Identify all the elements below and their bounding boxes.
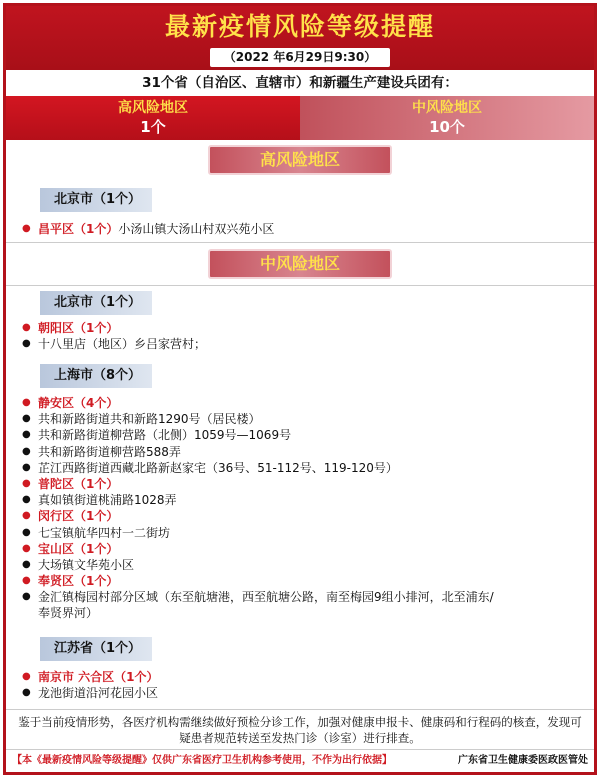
bullet-dot-icon: ● (22, 461, 31, 473)
footer-bar (6, 750, 594, 772)
bullet-dot-icon: ● (22, 526, 31, 538)
header-banner (6, 6, 594, 70)
place-name: 共和新路街道柳营路（北侧）1059号—1069号 (38, 428, 292, 443)
risk-level-summary (6, 96, 594, 140)
list-item (22, 395, 592, 411)
place-name: 金汇镇梅园村部分区域（东至航塘港，西至航塘公路，南至梅园9组小排河，北至浦东/ (38, 590, 494, 605)
bullet-dot-icon: ● (22, 397, 31, 408)
mid-risk-section-title: 中风险地区 (208, 249, 392, 279)
place-name: 共和新路街道共和新路1290号（居民楼） (38, 412, 261, 427)
bullet-dot-icon: ● (22, 223, 31, 234)
divider (6, 285, 594, 286)
bullet-dot-icon: ● (22, 338, 31, 350)
bullet-dot-icon: ● (22, 477, 31, 489)
province-header-shanghai: 上海市（8个） (40, 364, 152, 388)
update-date: （2022 年6月29日9:30） (210, 48, 390, 67)
jiangsu-list (22, 669, 592, 701)
high-risk-count: 1个 (140, 118, 166, 136)
place-name: 龙池街道沿河花园小区 (38, 686, 159, 701)
bullet-dot-icon: ● (22, 494, 31, 506)
list-item (22, 557, 592, 573)
bullet-dot-icon: ● (22, 429, 31, 441)
place-name: 真如镇街道桃浦路1028弄 (38, 493, 177, 508)
place-name: 小汤山镇大汤山村双兴苑小区 (118, 222, 275, 236)
mid-risk-count: 10个 (429, 118, 465, 136)
place-name: 芷江西路街道西藏北路新赵家宅（36号、51-112号、119-120号） (38, 460, 398, 475)
place-name: 奉贤界河） (38, 606, 99, 621)
list-item (22, 427, 592, 443)
district-name: 南京市 六合区（1个） (38, 670, 159, 684)
bullet-dot-icon: ● (22, 591, 31, 603)
list-item (22, 411, 592, 427)
district-name: 闵行区（1个） (38, 509, 119, 524)
bullet-dot-icon: ● (22, 413, 31, 425)
bullet-dot-icon: ● (22, 542, 31, 554)
province-header-jiangsu: 江苏省（1个） (40, 637, 152, 661)
high-risk-label: 高风险地区 (118, 100, 188, 116)
mid-risk-label: 中风险地区 (412, 100, 482, 116)
beijing-mid-list (22, 320, 592, 352)
list-item (22, 444, 592, 460)
high-risk-section-title: 高风险地区 (208, 145, 392, 175)
list-item (22, 221, 592, 237)
page-title: 最新疫情风险等级提醒 (164, 12, 435, 41)
province-header-beijing-high: 北京市（1个） (40, 188, 152, 212)
list-item (22, 492, 592, 508)
province-header-beijing-mid: 北京市（1个） (40, 291, 152, 315)
bullet-dot-icon: ● (22, 445, 31, 457)
district-name: 昌平区（1个） (38, 222, 119, 236)
bullet-dot-icon: ● (22, 558, 31, 570)
list-item (22, 336, 592, 352)
list-item (22, 589, 592, 605)
list-item (22, 669, 592, 685)
mid-risk-summary (300, 96, 594, 140)
bullet-dot-icon: ● (22, 510, 31, 522)
list-item (22, 476, 592, 492)
place-name: 七宝镇航华四村一二街坊 (38, 525, 171, 540)
bullet-dot-icon: ● (22, 687, 31, 699)
bullet-dot-icon: ● (22, 322, 31, 333)
list-item (22, 508, 592, 524)
place-name: 共和新路街道柳营路588弄 (38, 444, 181, 459)
list-item (22, 460, 592, 476)
list-item (22, 573, 592, 589)
list-item (22, 541, 592, 557)
summary-line: 31个省（自治区、直辖市）和新疆生产建设兵团有： (142, 75, 458, 91)
list-item (22, 685, 592, 701)
issuer: 广东省卫生健康委医政医管处 (458, 755, 588, 766)
place-name: 十八里店（地区）乡吕家营村； (38, 337, 207, 352)
list-item (22, 525, 592, 541)
district-name: 奉贤区（1个） (38, 574, 119, 589)
shanghai-list (22, 395, 592, 622)
high-risk-summary (6, 96, 300, 140)
bullet-dot-icon: ● (22, 671, 31, 682)
district-name: 普陀区（1个） (38, 476, 119, 491)
place-name: 大场镇文华苑小区 (38, 557, 135, 572)
district-name: 朝阳区（1个） (38, 321, 119, 335)
bullet-dot-icon: ● (22, 575, 31, 587)
disclaimer: 【本《最新疫情风险等级提醒》仅供广东省医疗卫生机构参考使用，不作为出行依据】 (12, 755, 392, 766)
district-name: 静安区（4个） (38, 396, 119, 410)
divider (6, 709, 594, 710)
footer-note: 鉴于当前疫情形势，各医疗机构需继续做好预检分诊工作，加强对健康申报卡、健康码和行程码的核查，发现可疑患者规范转送至发热门诊（诊室）进行排查。 (18, 715, 582, 745)
list-item-continued (22, 605, 592, 621)
high-risk-list (22, 221, 592, 237)
district-name: 宝山区（1个） (38, 541, 119, 556)
divider (6, 242, 594, 243)
list-item (22, 320, 592, 336)
